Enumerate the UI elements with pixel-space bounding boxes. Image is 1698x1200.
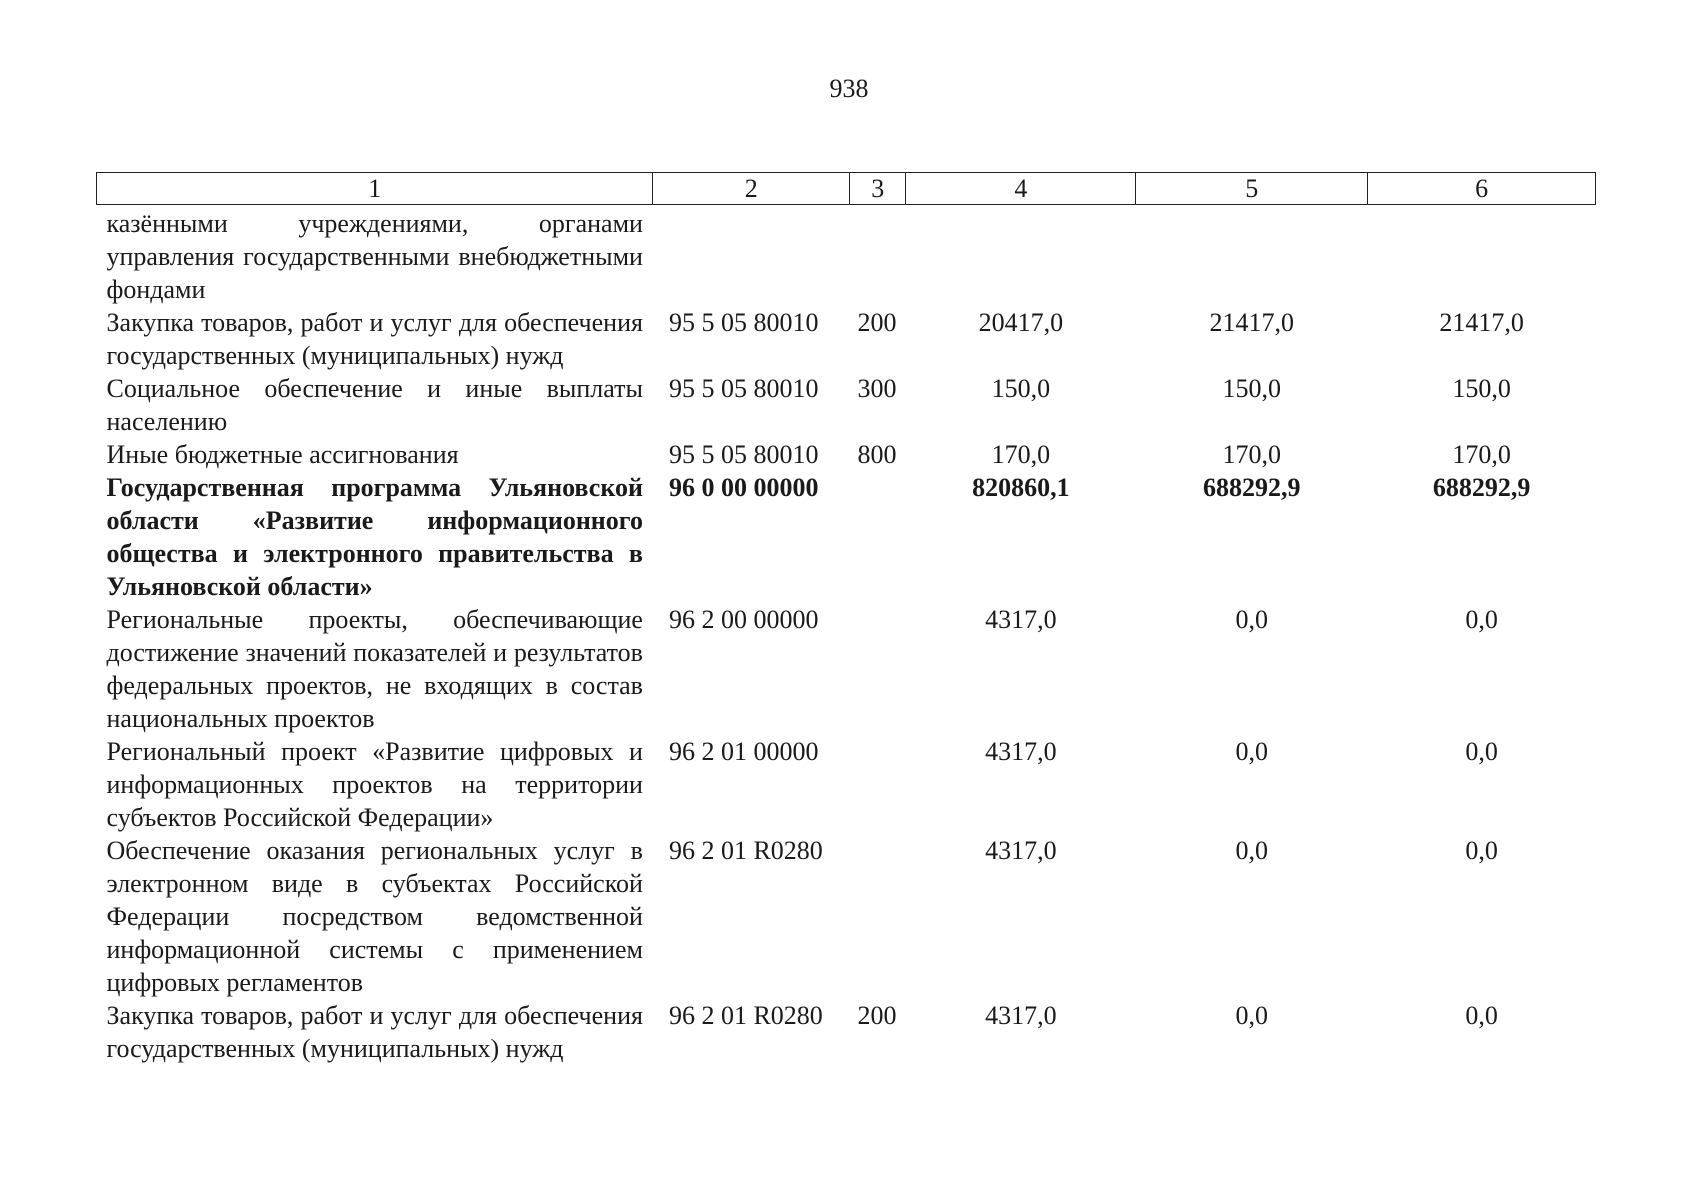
table-row xyxy=(97,471,1596,603)
table-row xyxy=(97,834,1596,999)
row-value-col6-cell: 0,0 xyxy=(1465,1001,1498,1030)
row-name-cell: Региональные проекты, обеспечивающие достижение значений показателей и результатов федеральных проектов, не входящих в состав национальных проектов xyxy=(106,605,643,733)
table-row xyxy=(97,372,1596,438)
row-value-col6-cell: 21417,0 xyxy=(1439,308,1524,337)
row-expense-type-cell xyxy=(850,205,906,307)
row-value-col6-cell: 150,0 xyxy=(1452,374,1511,403)
row-value-col5-cell: 0,0 xyxy=(1235,605,1268,634)
row-code-cell xyxy=(653,205,850,307)
page-number: 938 xyxy=(829,74,869,103)
row-value-col6-cell: 170,0 xyxy=(1452,440,1511,469)
row-expense-type-cell: 200 xyxy=(857,308,897,337)
row-value-col4-cell: 4317,0 xyxy=(985,737,1057,766)
row-value-col6-cell: 688292,9 xyxy=(1432,473,1531,502)
row-value-col4-cell: 150,0 xyxy=(991,374,1051,403)
column-header-1: 1 xyxy=(97,173,653,205)
row-name-cell: Закупка товаров, работ и услуг для обеспечения государственных (муниципальных) нужд xyxy=(106,308,643,370)
table-row xyxy=(97,603,1596,735)
row-code-cell: 95 5 05 80010 xyxy=(668,374,819,403)
row-value-col6-cell: 0,0 xyxy=(1465,737,1498,766)
row-value-col4-cell: 20417,0 xyxy=(978,308,1064,337)
row-code-cell: 96 2 01 00000 xyxy=(668,737,819,766)
table-row xyxy=(97,205,1596,307)
row-name-cell: Иные бюджетные ассигнования xyxy=(106,440,459,469)
row-value-col4-cell: 4317,0 xyxy=(985,605,1057,634)
table-row xyxy=(97,735,1596,834)
column-header-2: 2 xyxy=(653,173,850,205)
budget-table xyxy=(96,172,1596,1065)
row-value-col4-cell: 4317,0 xyxy=(985,1001,1057,1030)
table-header xyxy=(97,173,1596,205)
row-code-cell: 96 2 00 00000 xyxy=(668,605,819,634)
row-expense-type-cell: 200 xyxy=(857,1001,897,1030)
row-value-col6-cell: 0,0 xyxy=(1465,836,1498,865)
row-value-col5-cell: 0,0 xyxy=(1235,1001,1268,1030)
row-value-col4-cell: 4317,0 xyxy=(985,836,1057,865)
table-header-row xyxy=(97,173,1596,205)
row-code-cell: 95 5 05 80010 xyxy=(668,440,819,469)
column-header-5: 5 xyxy=(1136,173,1368,205)
row-code-cell: 96 0 00 00000 xyxy=(668,473,819,502)
row-code-cell: 96 2 01 R0280 xyxy=(668,836,823,865)
row-value-col5-cell: 688292,9 xyxy=(1202,473,1301,502)
table-row xyxy=(97,438,1596,471)
row-value-col5-cell: 150,0 xyxy=(1222,374,1281,403)
row-value-col5-cell xyxy=(1136,205,1368,307)
row-expense-type-cell: 300 xyxy=(857,374,897,403)
row-expense-type-cell xyxy=(850,471,906,603)
row-value-col6-cell xyxy=(1368,205,1596,307)
column-header-6: 6 xyxy=(1368,173,1596,205)
row-name-cell: Закупка товаров, работ и услуг для обеспечения государственных (муниципальных) нужд xyxy=(106,1001,643,1063)
column-header-3: 3 xyxy=(850,173,906,205)
row-expense-type-cell xyxy=(850,603,906,735)
table-row xyxy=(97,999,1596,1065)
table-body xyxy=(97,205,1596,1066)
row-value-col5-cell: 0,0 xyxy=(1235,836,1268,865)
row-value-col5-cell: 170,0 xyxy=(1222,440,1281,469)
row-value-col5-cell: 0,0 xyxy=(1235,737,1268,766)
row-code-cell: 96 2 01 R0280 xyxy=(668,1001,823,1030)
row-name-cell: Государственная программа Ульяновской области «Развитие информационного общества и электронного правительства в Ульяновской области» xyxy=(106,473,643,601)
row-value-col4-cell xyxy=(906,205,1136,307)
row-name-cell: Региональный проект «Развитие цифровых и информационных проектов на территории субъектов Российской Федерации» xyxy=(106,737,643,832)
row-value-col4-cell: 170,0 xyxy=(991,440,1051,469)
row-value-col6-cell: 0,0 xyxy=(1465,605,1498,634)
row-expense-type-cell: 800 xyxy=(857,440,897,469)
row-expense-type-cell xyxy=(850,735,906,834)
column-header-4: 4 xyxy=(906,173,1136,205)
row-value-col4-cell: 820860,1 xyxy=(972,473,1070,502)
row-code-cell: 95 5 05 80010 xyxy=(668,308,819,337)
row-value-col5-cell: 21417,0 xyxy=(1209,308,1294,337)
row-name-cell: казёнными учреждениями, органами управления государственными внебюджетными фондами xyxy=(106,209,643,304)
table-row xyxy=(97,306,1596,372)
row-name-cell: Социальное обеспечение и иные выплаты населению xyxy=(106,374,643,436)
row-expense-type-cell xyxy=(850,834,906,999)
row-name-cell: Обеспечение оказания региональных услуг в электронном виде в субъектах Российской Федерации посредством ведомственной информационной системы с применением цифровых регламентов xyxy=(106,836,643,997)
